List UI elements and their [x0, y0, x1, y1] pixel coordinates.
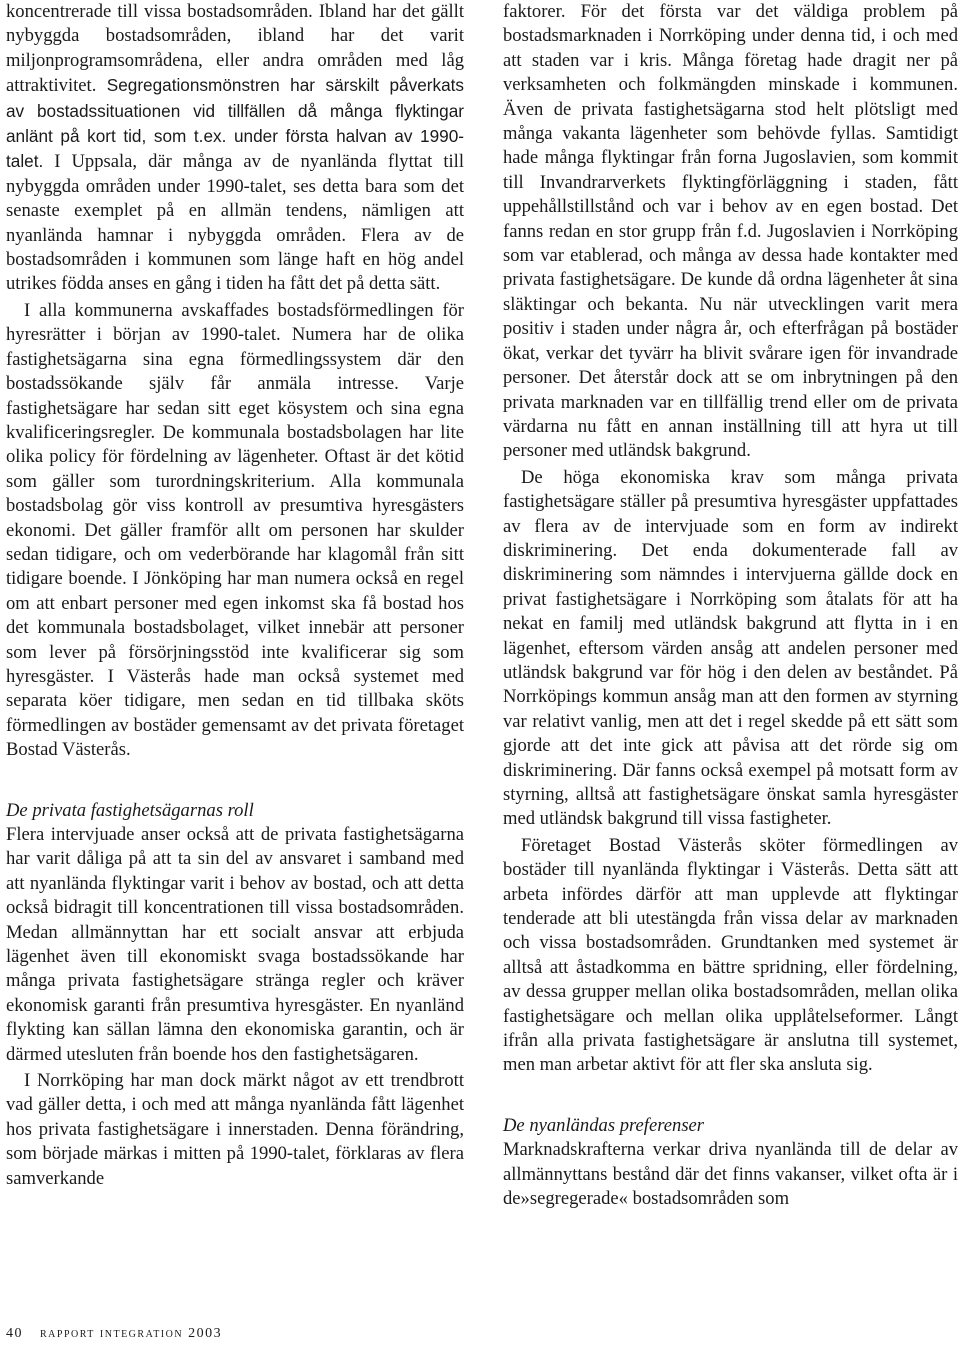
paragraph: I Norrköping har man dock märkt något av ett trendbrott vad gäller detta, i och med att många nyanlända fått lägenhet hos privata fastighetsägare i innerstaden. Denna förändring, som började märkas i mitten på 1990-talet, förklaras av flera samverkande — [6, 1070, 464, 1189]
left-column — [6, 0, 464, 1191]
paragraph: faktorer. För det första var det väldiga problem på bostadsmarknaden i Norrköping under denna tid, i och med att staden var i kris. Många företag hade dragit ner på verksamheten och folkmängden minskade i kommunen. Även de privata fastighetsägarna stod helt plötsligt med många vakanta lägenheter som behövde fyllas. Samtidigt hade många flyktingar från forna Jugoslavien, som kommit till Invandrarverkets flyktingförläggning i staden, fått uppehållstillstånd och var i behov av en egen bostad. Det fanns redan en stor grupp från f.d. Jugoslavien i Norrköping som var etablerad, och många av dessa hade kontakter med privata fastighetsägare. De kunde då ordna lägenheter åt sina släktingar och bekanta. Nu när utvecklingen varit mera positiv i staden under några år, och efterfrågan på bostäder ökat, verkar det tyvärr ha blivit svårare igen för invandrade personer. Det återstår dock att se om inbrytningen på den privata marknaden var en tillfällig trend eller om de privata värdarna nu fått en annan inställning till att hyra ut till personer med utländsk bakgrund. — [503, 1, 958, 462]
paragraph: De höga ekonomiska krav som många privata fastighetsägare ställer på presumtiva hyresgäster uppfattades av flera av de intervjuade som en form av indirekt diskriminering. Det enda dokumenterade fall av diskriminering som nämndes i intervjuerna gällde dock en privat fastighetsägare i Norrköping som åtalats för att ha nekat en familj med utländsk bakgrund att flytta in i en lägenhet, eftersom värden ansåg att andelen personer med utländsk bakgrund var för hög i den delen av beståndet. På Norrköpings kommun ansåg man att den formen av styrning var relativt vanlig, men att det i regel skedde på ett sätt som gjorde att det inte gick att påvisa att det rörde sig om diskriminering. Där fanns också exempel på motsatt form av styrning, alltså att fastighetsägare önskat samla hyresgäster med utländsk bakgrund till vissa fastigheter. — [503, 466, 958, 830]
paragraph-text-sans: Segregationsmönstren har särskilt påverkats av bostadssituationen vid tillfällen då många flyktingar anlänt på kort tid, som t.ex. under första halvan av 1990-talet. — [6, 75, 464, 172]
paragraph: Marknadskrafterna verkar driva nyanlända till de delar av allmännyttans bestånd där det finns vakanser, vilket ofta är i de»segregerade« bostadsområden som — [503, 1139, 958, 1210]
paragraph: I alla kommunerna avskaffades bostadsförmedlingen för hyresrätter i början av 1990-talet. Numera har de olika fastighetsägarna sina egna förmedlingssystem där den bostadssökande själv får anmäla intresse. Varje fastighetsägare har sedan sitt eget kösystem och sina egna kvalificeringsregler. De kommunala bostadsbolagen har lite olika policy för fördelning av lägenheter. Oftast är det kötid som gäller som turordningskriterium. Alla kommunala bostadsbolag gör viss kontroll av presumtiva hyresgästers ekonomi. Det gäller framför allt om personen har skulder sedan tidigare, och om vederbörande har klagomål från sitt tidigare boende. I Jönköping har man numera också en regel om att enbart personer med egen inkomst ska få bostad hos det kommunala bostadsbolaget, vilket innebär att personer som lever på försörjningsstöd inte kvalificerar sig som hyresgäster. I Västerås hade man också systemet med separata köer tidigare, men sedan en tid tillbaka sköts förmedlingen av bostäder gemensamt av det privata företaget Bostad Västerås. — [6, 299, 464, 761]
section-heading: De privata fastighetsägarnas roll — [6, 799, 254, 821]
paragraph-text: I Uppsala, där många av de nyanlända flyttat till nybyggda områden under 1990-talet, ses detta bara som det senaste exemplet på en allmän tendens, nämligen att nyanlända hamnar i nybyggda områden. Flera av de bostadsområden i kommunen som länge haft en hög andel utrikes födda anses en gång i tiden ha fått det på detta sätt. — [6, 151, 464, 295]
paragraph-text: koncentrerade till vissa bostadsområden. Ibland har det gällt nybyggda bostadsområden, ibland har det varit miljonprogramsområdena, eller andra områden med låg attraktivitet. — [6, 1, 464, 97]
publication-title: rapport integration 2003 — [40, 1326, 223, 1341]
paragraph — [6, 0, 464, 297]
right-column — [503, 0, 958, 1212]
paragraph: Företaget Bostad Västerås sköter förmedlingen av bostäder till nyanlända flyktingar i Västerås. Detta sätt att arbeta infördes därför att man upplevde att flyktingar tenderade att bli utestängda från vissa delar av marknaden och vissa bostadsområden. Grundtanken med systemet är alltså att åstadkomma en bättre spridning, eller fördelning, av dessa grupper mellan olika bostadsområden, mellan olika fastighetsägare och mellan olika upplåtelseformer. Långt ifrån alla privata fastighetsägare är anslutna till systemet, men man arbetar aktivt för att fler ska ansluta sig. — [503, 834, 958, 1076]
paragraph: Flera intervjuade anser också att de privata fastighetsägarna har varit dåliga på att ta sin del av ansvaret i samband med att nyanlända flyktingar varit i behov av bostad, och att detta också bidragit till koncentrationen till vissa bostadsområden. Medan allmännyttan har ett socialt ansvar att erbjuda lägenhet även till ekonomiskt svaga bostadssökande har många privata fastighetsägare stränga regler och kräver ekonomisk garanti från presumtiva hyresgäster. En nyanländ flykting kan sällan lämna den ekonomiska garantin, och är därmed utesluten från boende hos den fastighetsägaren. — [6, 824, 464, 1065]
section-heading: De nyanländas preferenser — [503, 1114, 705, 1136]
page-footer — [6, 1326, 222, 1342]
page-number: 40 — [6, 1326, 23, 1341]
